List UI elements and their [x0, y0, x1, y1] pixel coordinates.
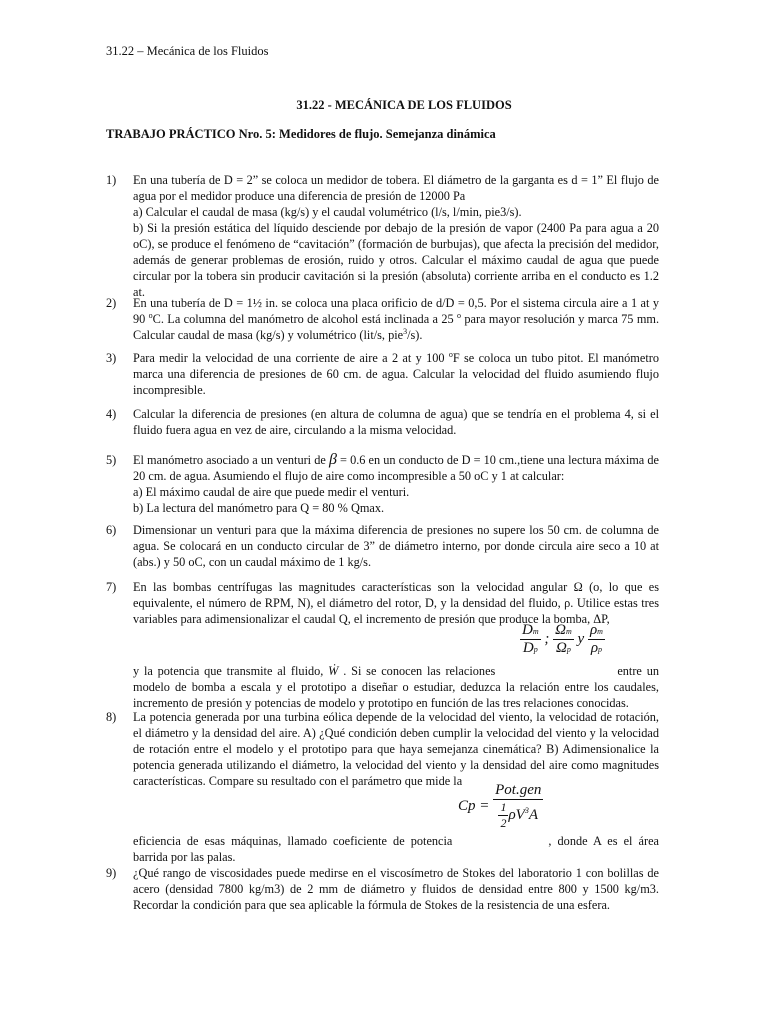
- page-header: 31.22 – Mecánica de los Fluidos: [106, 44, 269, 58]
- document-title: 31.22 - MECÁNICA DE LOS FLUIDOS: [296, 98, 512, 112]
- problem-4: [106, 406, 659, 438]
- power-symbol: Ẇ: [328, 664, 339, 678]
- problem-number: 3): [106, 351, 117, 365]
- problem-8: [106, 709, 659, 865]
- problem-text: En una tubería de D = 1½ in. se coloca una placa orificio de d/D = 0,5. Por el sistema circula aire a 1 at y 90 $^o$C. La columna del manómetro de alcohol está inclinada a 25 $^o$ para mayor resolución y marca 75 mm. Calcular caudal de masa (kg/s) y volumétrico (lit/s, pie$^3$/s).: [133, 296, 660, 342]
- problem-part-b: b) Si la presión estática del líquido desciende por debajo de la presión de vapor (2400 Pa para agua a 20 oC), se produce el fenómeno de “cavitación” (formación de burbujas), que afecta la precisión del medidor, además de generar problemas de erosión, ruido y otros. Calcular el máximo caudal de agua que puede circular por la tobera sin producir cavitación si la presión (absoluta) corriente arriba en el conducto es 1.2 at.: [133, 221, 659, 299]
- problem-1: [106, 172, 659, 300]
- problem-text: En una tubería de D = 2” se coloca un medidor de tobera. El diámetro de la garganta es d = 1” El flujo de agua por el medidor produce una diferencia de presión de 12000 Pa: [133, 173, 659, 203]
- problem-text: ¿Qué rango de viscosidades puede medirse en el viscosímetro de Stokes del laboratorio 1 con bolillas de acero (densidad 7800 kg/m3) de 2 mm de diámetro y fluidos de densidad entre 800 y 1500 kg/m3. Recordar la condición para que sea aplicable la fórmula de Stokes de la resistencia de una esfera.: [133, 866, 659, 912]
- problem-number: 4): [106, 407, 117, 421]
- problem-6: [106, 522, 659, 570]
- beta-symbol: β: [328, 451, 337, 468]
- problem-text-cont: eficiencia de esas máquinas, llamado coeficiente de potencia , donde A es el área barrida por las palas.: [133, 834, 659, 864]
- problem-number: 1): [106, 173, 117, 187]
- document-subtitle: TRABAJO PRÁCTICO Nro. 5: Medidores de flujo. Semejanza dinámica: [106, 127, 496, 141]
- problem-text: La potencia generada por una turbina eólica depende de la velocidad del viento, la velocidad de rotación, el diámetro y la densidad del aire. A) ¿Qué condición deben cumplir la velocidad del viento y la velocidad de rotación entre el modelo y el prototipo para que haya semejanza cinemática? B) Adimensionalice la potencia generada utilizando el diámetro, la velocidad del viento y la densidad del aire como magnitudes características. Compare su resultado con el parámetro que mide la: [133, 710, 659, 788]
- problem-number: 9): [106, 866, 117, 880]
- problem-number: 5): [106, 453, 117, 467]
- problem-number: 2): [106, 296, 117, 310]
- problem-text: El manómetro asociado a un venturi de β = 0.6 en un conducto de D = 10 cm.,tiene una lectura máxima de 20 cm. de agua. Asumiendo el flujo de aire como incompresible a 50 oC y 1 at calcular:: [133, 451, 659, 483]
- problem-number: 7): [106, 580, 117, 594]
- ratio-equation: $\frac{Dm}{Dp}$ ; $\frac{\Omega m}{\Omega p}$ y $\frac{\rho m}{\rho p}$: [522, 622, 603, 656]
- problem-text: Dimensionar un venturi para que la máxima diferencia de presiones no supere los 50 cm. de columna de agua. Se colocará en un conducto circular de 3” de diámetro interno, por donde circula aire seco a 10 at (abs.) y 50 oC, con un caudal máximo de 1 kg/s.: [133, 523, 659, 569]
- problem-text-cont: y la potencia que transmite al fluido, Ẇ . Si se conocen las relaciones entre un modelo de bomba a escala y el prototipo a diseñar o estudiar, deduzca la relación entre los caudales, incremento de presión y potencias de modelo y prototipo en función de las tres relaciones conocidas.: [133, 664, 659, 710]
- problem-2: [106, 295, 659, 343]
- problem-number: 8): [106, 710, 117, 724]
- problem-text: En las bombas centrífugas las magnitudes características son la velocidad angular Ω (o, lo que es equivalente, el número de RPM, N), el diámetro del rotor, D, y la densidad del fluido, ρ. Utilice estas tres variables para adimensionalizar el caudal Q, el incremento de presión que produce la bomba, ΔP,: [133, 580, 659, 626]
- problem-part-b: b) La lectura del manómetro para Q = 80 % Qmax.: [133, 501, 385, 515]
- problem-9: [106, 865, 659, 913]
- problem-part-a: a) Calcular el caudal de masa (kg/s) y el caudal volumétrico (l/s, l/min, pie3/s).: [133, 205, 522, 219]
- problem-5: [106, 452, 659, 516]
- problem-text: Para medir la velocidad de una corriente de aire a 2 at y 100 $^o$F se coloca un tubo pitot. El manómetro marca una diferencia de presiones de 60 cm. de agua. Calcular la velocidad del fluido asumiendo flujo incompresible.: [133, 349, 659, 397]
- problem-text: Calcular la diferencia de presiones (en altura de columna de agua) que se tendría en el problema 4, si el fluido fuera agua en vez de aire, circulando a la misma velocidad.: [133, 407, 659, 437]
- power-coefficient-equation: Cp = Pot.gen $\frac{1}{2}$ $\rho V^3A$: [458, 782, 542, 830]
- problem-3: [106, 350, 659, 398]
- problem-part-a: a) El máximo caudal de aire que puede medir el venturi.: [133, 485, 410, 499]
- problem-number: 6): [106, 523, 117, 537]
